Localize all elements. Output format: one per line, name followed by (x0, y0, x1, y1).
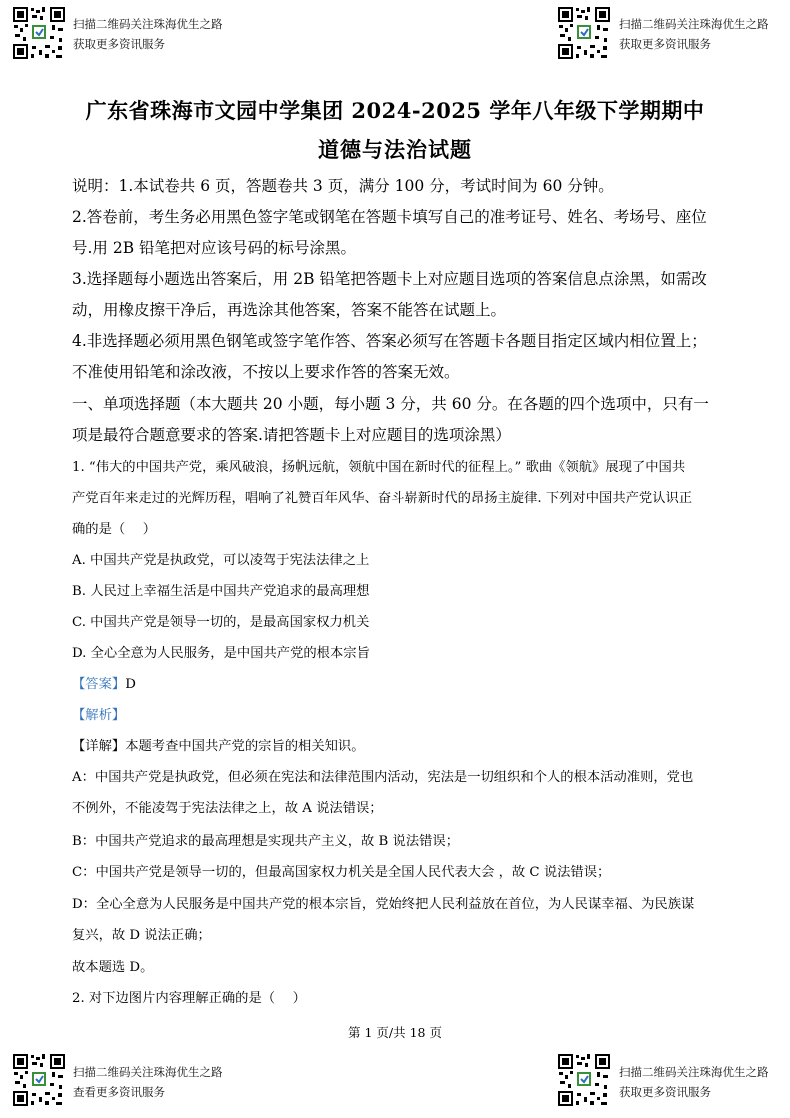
q1-explain-d-line-1: D：全心全意为人民服务是中国共产党的根本宗旨，党始终把人民利益放在首位，为人民谋幸福、为民族谋 (72, 897, 695, 912)
instruction-line-5: 动，用橡皮擦干净后，再选涂其他答案，答案不能答在试题上。 (72, 301, 507, 319)
answer-value: D (125, 677, 136, 692)
footer-right-text (619, 1062, 769, 1102)
instruction-line-1: 说明：1.本试卷共 6 页，答题卷共 3 页，满分 100 分，考试时间为 60 分钟。 (72, 177, 614, 195)
section-heading-line-1: 一、单项选择题（本大题共 20 小题，每小题 3 分，共 60 分。在各题的四个选项中，只有一 (72, 395, 709, 413)
qr-code-top-right (557, 6, 611, 60)
analysis-tag: 【解析】 (72, 708, 126, 723)
instruction-line-6: 4.非选择题必须用黑色钢笔或签字笔作答、答案必须写在答题卡各题目指定区域内相位置上； (72, 332, 707, 350)
page-number: 第 1 页/共 18 页 (348, 1025, 442, 1040)
header-left-line2: 获取更多资讯服务 (73, 37, 165, 51)
q2-stem-line-1: 2. 对下边图片内容理解正确的是（ ） (72, 991, 306, 1006)
qr-code-bottom-left (12, 1053, 66, 1107)
footer-left-line1: 扫描二维码关注珠海优生之路 (73, 1065, 223, 1079)
detail-tag: 【详解】 (72, 739, 126, 754)
q1-detail (72, 731, 727, 762)
footer-right-line1: 扫描二维码关注珠海优生之路 (619, 1065, 769, 1079)
footer-right-line2: 获取更多资讯服务 (619, 1085, 711, 1099)
header-left-line1: 扫描二维码关注珠海优生之路 (73, 17, 223, 31)
footer-left-line2: 查看更多资讯服务 (73, 1085, 165, 1099)
footer-left-text (73, 1062, 223, 1102)
q1-answer (72, 669, 727, 700)
q1-stem-line-1: 1. “伟大的中国共产党，乘风破浪，扬帆远航，领航中国在新时代的征程上。” 歌曲《领航》展现了中国共 (72, 460, 686, 475)
q1-explain-c: C：中国共产党是领导一切的，但最高国家权力机关是全国人民代表大会 ，故 C 说法错误； (72, 865, 611, 880)
instruction-line-2: 2.答卷前，考生务必用黑色签字笔或钢笔在答题卡填写自己的准考证号、姓名、考场号、座位 (72, 208, 707, 226)
q1-explain-a-line-2: 不例外，不能凌驾于宪法法律之上，故 A 说法错误； (72, 801, 383, 816)
q1-option-b: B. 人民过上幸福生活是中国共产党追求的最高理想 (72, 584, 370, 599)
header-right-line1: 扫描二维码关注珠海优生之路 (619, 17, 769, 31)
qr-code-top-left (12, 6, 66, 60)
instruction-line-4: 3.选择题每小题选出答案后，用 2B 铅笔把答题卡上对应题目选项的答案信息点涂黑，如需改 (72, 270, 707, 288)
q1-stem-line-2: 产党百年来走过的光辉历程，唱响了礼赞百年风华、奋斗崭新时代的昂扬主旋律. 下列对中国共产党认识正 (72, 491, 693, 506)
detail-text: 本题考查中国共产党的宗旨的相关知识。 (125, 739, 365, 754)
q1-option-c: C. 中国共产党是领导一切的，是最高国家权力机关 (72, 615, 370, 630)
q1-stem-line-3: 确的是（ ） (72, 522, 157, 537)
exam-subject: 道德与法治试题 (318, 137, 472, 162)
header-left-text (73, 14, 223, 54)
q1-explain-b: B：中国共产党追求的最高理想是实现共产主义，故 B 说法错误； (72, 834, 460, 849)
instruction-line-3: 号.用 2B 铅笔把对应该号码的标号涂黑。 (72, 239, 357, 257)
instruction-line-7: 不准使用铅笔和涂改液，不按以上要求作答的答案无效。 (72, 363, 460, 381)
q1-explain-d-line-2: 复兴，故 D 说法正确； (72, 928, 211, 943)
answer-tag: 【答案】 (72, 677, 126, 692)
qr-code-bottom-right (557, 1053, 611, 1107)
header-right-line2: 获取更多资讯服务 (619, 37, 711, 51)
section-heading-line-2: 项是最符合题意要求的答案.请把答题卡上对应题目的选项涂黑） (72, 426, 511, 444)
exam-title: 广东省珠海市文园中学集团 2024-2025 学年八年级下学期期中 (85, 98, 705, 123)
q1-option-a: A. 中国共产党是执政党，可以凌驾于宪法法律之上 (72, 553, 370, 568)
header-right-text (619, 14, 769, 54)
q1-option-d: D. 全心全意为人民服务，是中国共产党的根本宗旨 (72, 646, 370, 661)
q1-explain-a-line-1: A：中国共产党是执政党，但必须在宪法和法律范围内活动，宪法是一切组织和个人的根本活动准则，党也 (72, 770, 694, 785)
q1-conclusion: 故本题选 D。 (72, 960, 154, 975)
